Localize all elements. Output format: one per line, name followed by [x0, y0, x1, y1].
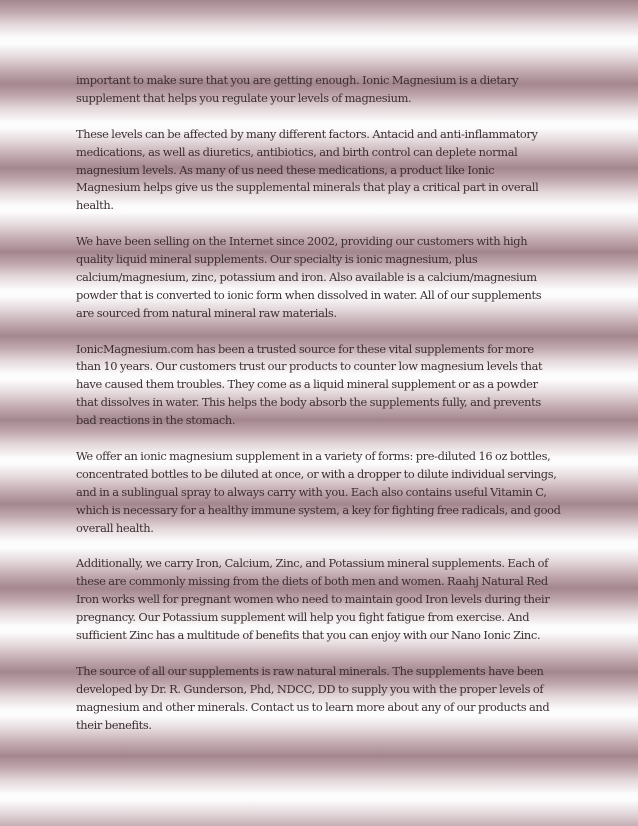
- paragraph-magnesium-intro: important to make sure that you are getting enough. Ionic Magnesium is a dietary supplement that helps you regulate your levels of magnesium.: [76, 73, 519, 105]
- paragraph-other-minerals: Additionally, we carry Iron, Calcium, Zinc, and Potassium mineral supplements. Each of these are commonly missing from the diets of both men and women. Raahj Natural Red Iron works well for pregnant women who need to maintain good Iron levels during their pregnancy. Our Potassium supplement will help you fight fatigue from exercise. And sufficient Zinc has a multitude of benefits that you can enjoy with our Nano Ionic Zinc.: [76, 556, 550, 643]
- paragraph-company-history: We have been selling on the Internet since 2002, providing our customers with high quality liquid mineral supplements. Our specialty is ionic magnesium, plus calcium/magnesium, zinc, potassium and iron. Also available is a calcium/magnesium powder that is converted to ionic form when dissolved in water. All of our supplements are sourced from natural mineral raw materials.: [76, 234, 542, 320]
- paragraph-source-and-contact: The source of all our supplements is raw natural minerals. The supplements have been developed by Dr. R. Gunderson, Phd, NDCC, DD to supply you with the proper levels of magnesium and other minerals. Contact us to learn more about any of our products and their benefits.: [76, 663, 550, 732]
- document-body: [76, 72, 561, 734]
- paragraph-deficiency-factors: These levels can be affected by many different factors. Antacid and anti-inflammatory medications, as well as diuretics, antibiotics, and birth control can deplete normal magnesium levels. As many of us need these medications, a product like Ionic Magnesium helps give us the supplemental minerals that play a critical part in overall health.: [76, 126, 539, 213]
- paragraph-trusted-source: IonicMagnesium.com has been a trusted source for these vital supplements for more than 10 years. Our customers trust our products to counter low magnesium levels that have caused them troubles. They come as a liquid mineral supplement or as a powder that dissolves in water. This helps the body absorb the supplements fully, and prevents bad reactions in the stomach.: [76, 341, 543, 428]
- paragraph-supplement-forms: We offer an ionic magnesium supplement in a variety of forms: pre-diluted 16 oz bottles, concentrated bottles to be diluted at once, or with a dropper to dilute individual servings, and in a sublingual spray to always carry with you. Each also contains useful Vitamin C, which is necessary for a healthy immune system, a key for fighting free radicals, and good overall health.: [76, 448, 561, 535]
